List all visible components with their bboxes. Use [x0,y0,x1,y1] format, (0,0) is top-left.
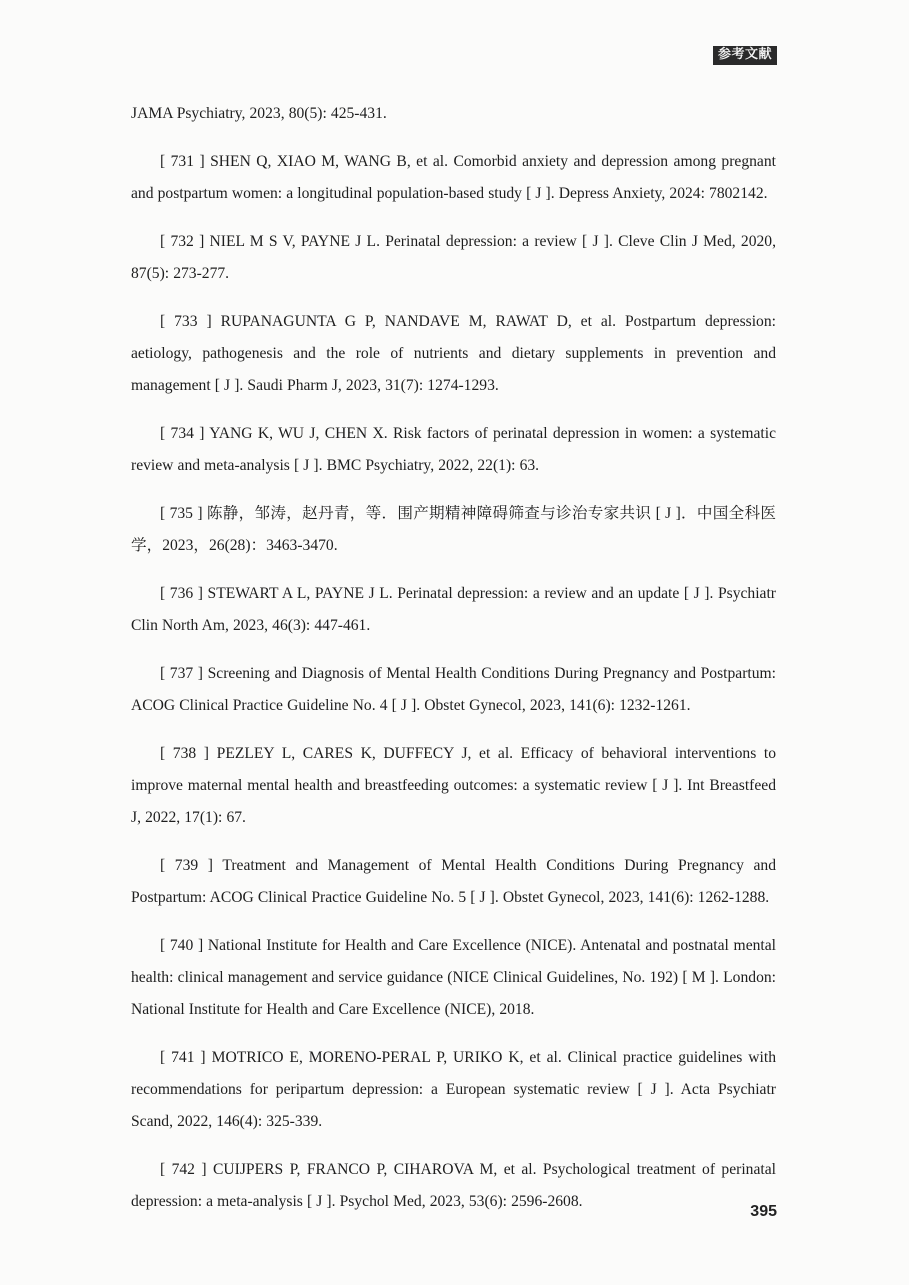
reference-entry [131,146,776,210]
page-number: 395 [750,1203,777,1220]
reference-number: [ 738 ] [160,745,210,762]
reference-entry [131,738,776,834]
reference-number: [ 732 ] [160,233,205,250]
reference-number: [ 739 ] [160,857,214,874]
reference-text: YANG K, WU J, CHEN X. Risk factors of perinatal depression in women: a systematic review and meta-analysis [ J ]. BMC Psychiatry, 2022, 22(1): 63. [131,425,776,474]
reference-number: [ 737 ] [160,665,203,682]
reference-entry [131,226,776,290]
reference-number: [ 731 ] [160,153,205,170]
reference-entry [131,306,776,402]
reference-text: RUPANAGUNTA G P, NANDAVE M, RAWAT D, et al. Postpartum depression: aetiology, pathogenesis and the role of nutrients and dietary supplements in prevention and management [ J ]. Saudi Pharm J, 2023, 31(7): 1274-1293. [131,313,776,394]
reference-text: CUIJPERS P, FRANCO P, CIHAROVA M, et al. Psychological treatment of perinatal depression: a meta-analysis [ J ]. Psychol Med, 2023, 53(6): 2596-2608. [131,1161,776,1210]
reference-text: National Institute for Health and Care Excellence (NICE). Antenatal and postnatal mental health: clinical management and service guidance (NICE Clinical Guidelines, No. 192) [ M ]. London: National Institute for Health and Care Excellence (NICE), 2018. [131,937,776,1018]
reference-number: [ 733 ] [160,313,212,330]
reference-text: PEZLEY L, CARES K, DUFFECY J, et al. Efficacy of behavioral interventions to improve maternal mental health and breastfeeding outcomes: a systematic review [ J ]. Int Breastfeed J, 2022, 17(1): 67. [131,745,777,826]
reference-list [131,98,776,1218]
reference-text: Treatment and Management of Mental Health Conditions During Pregnancy and Postpartum: ACOG Clinical Practice Guideline No. 5 [ J ]. Obstet Gynecol, 2023, 141(6): 1262-1288. [131,857,777,906]
reference-entry [131,1042,776,1138]
reference-text: SHEN Q, XIAO M, WANG B, et al. Comorbid anxiety and depression among pregnant and postpartum women: a longitudinal population-based study [ J ]. Depress Anxiety, 2024: 7802142. [131,153,776,202]
reference-number: [ 741 ] [160,1049,206,1066]
reference-number: [ 742 ] [160,1161,207,1178]
reference-entry [131,1154,776,1218]
reference-number: [ 734 ] [160,425,205,442]
reference-text: Screening and Diagnosis of Mental Health Conditions During Pregnancy and Postpartum: ACOG Clinical Practice Guideline No. 4 [ J ]. Obstet Gynecol, 2023, 141(6): 1232-1261. [131,665,776,714]
reference-text: NIEL M S V, PAYNE J L. Perinatal depression: a review [ J ]. Cleve Clin J Med, 2020, 87(5): 273-277. [131,233,776,282]
reference-entry [131,930,776,1026]
reference-continuation: JAMA Psychiatry, 2023, 80(5): 425-431. [131,105,387,122]
reference-entry [131,498,776,562]
reference-entry [131,850,776,914]
reference-entry [131,578,776,642]
reference-entry [131,418,776,482]
reference-entry [131,658,776,722]
reference-text: MOTRICO E, MORENO-PERAL P, URIKO K, et al. Clinical practice guidelines with recommendations for peripartum depression: a European systematic review [ J ]. Acta Psychiatr Scand, 2022, 146(4): 325-339. [131,1049,776,1130]
reference-number: [ 740 ] [160,937,204,954]
reference-text: STEWART A L, PAYNE J L. Perinatal depression: a review and an update [ J ]. Psychiatr Clin North Am, 2023, 46(3): 447-461. [131,585,776,634]
reference-number: [ 735 ] [160,505,203,522]
reference-text: 陈静，邹涛，赵丹青，等．围产期精神障碍筛查与诊治专家共识 [ J ]．中国全科医学，2023，26(28)：3463-3470. [131,505,776,554]
reference-number: [ 736 ] [160,585,203,602]
section-tag: 参考文献 [713,46,777,65]
